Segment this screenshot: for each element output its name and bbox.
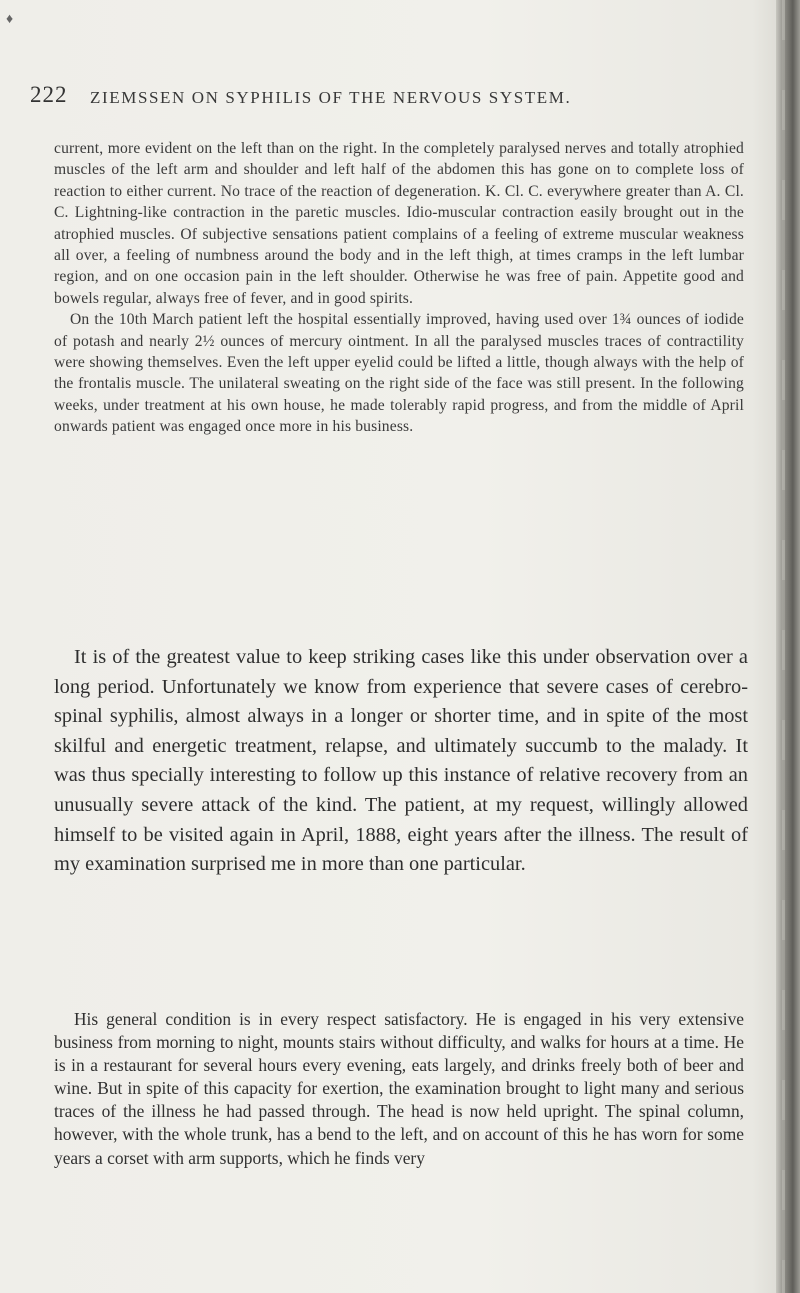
commentary-section <box>54 643 748 880</box>
paragraph-electrical-reaction: current, more evident on the left than on the right. In the completely paralysed nerves and totally atrophied muscles of the left arm and shoulder and left half of the abdomen this has gone on to complete loss of reaction to either current. No trace of the reaction of degeneration. K. Cl. C. everywhere greater than A. Cl. C. Lightning-like contraction in the paretic muscles. Idio-muscular contraction easily brought out in the atrophied muscles. Of subjective sensations patient complains of a feeling of extreme muscular weakness all over, a feeling of numbness around the body and in the left thigh, at times cramps in the left lumbar region, and on one occasion pain in the left shoulder. Otherwise he was free of pain. Appetite good and bowels regular, always free of fever, and in good spirits. <box>54 140 744 307</box>
book-binding-edge <box>776 0 800 1293</box>
running-head: ZIEMSSEN ON SYPHILIS OF THE NERVOUS SYSTEM. <box>90 88 572 107</box>
paragraph-general-condition: His general condition is in every respect satisfactory. He is engaged in his very extensive business from morning to night, mounts stairs without difficulty, and walks for hours at a time. He is in a restaurant for several hours every evening, eats largely, and drinks freely both of beer and wine. But in spite of this capacity for exertion, the examination brought to light many and serious traces of the illness he had passed through. The head is now held upright. The spinal column, however, with the whole trunk, has a bend to the left, and on account of this he has worn for some years a corset with arm supports, which he finds very <box>54 1009 744 1168</box>
paragraph-discharge: On the 10th March patient left the hospital essentially improved, having used over 1¾ ounces of iodide of potash and nearly 2½ ounces of mercury ointment. In all the paralysed muscles traces of contractility were showing themselves. Even the left upper eyelid could be lifted a little, though always with the help of the frontalis muscle. The unilateral sweating on the right side of the face was still present. In the following weeks, under treatment at his own house, he made tolerably rapid progress, and from the middle of April onwards patient was engaged once more in his business. <box>54 311 744 436</box>
paragraph-follow-up: It is of the greatest value to keep striking cases like this under observation over a long period. Unfortunately we know from experience that severe cases of cerebro-spinal syphilis, almost always in a longer or shorter time, and in spite of the most skilful and energetic treatment, relapse, and ultimately succumb to the malady. It was thus specially interesting to follow up this instance of relative recovery from an unusually severe attack of the kind. The patient, at my request, willingly allowed himself to be visited again in April, 1888, eight years after the illness. The result of my examination surprised me in more than one particular. <box>54 646 748 876</box>
case-report-section <box>54 138 744 438</box>
corner-mark: ♦ <box>6 12 14 27</box>
examination-section <box>54 1008 744 1170</box>
page-header <box>0 82 780 112</box>
page-number: 222 <box>30 82 68 107</box>
